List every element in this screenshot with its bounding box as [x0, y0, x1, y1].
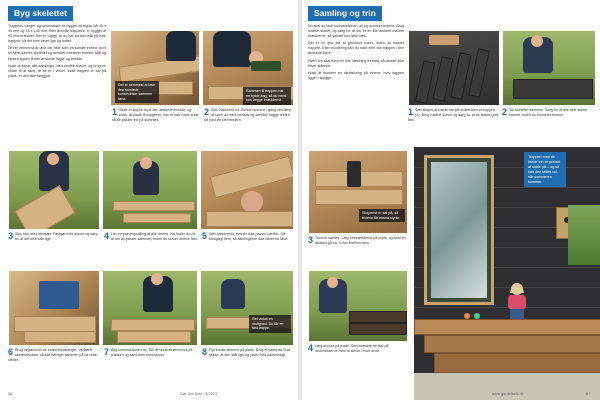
right-step-1-text: Sæt stolper af mørkt træ på undersiden af trappen (A). Brug rustfrie skruer og sørg for at de sidder godt fast. — [408, 108, 499, 122]
right-step-4-photo — [308, 270, 408, 342]
step-2-text: Skru hakkerne ud. Du kan komme i gang ved først at save ud med rundsav og derefter hugge resten ud med en stemmejern. — [204, 108, 292, 122]
step-8-caption — [202, 348, 294, 358]
right-intro-paragraph: Nu skal du lave konstruktionen ud og montere trinene. Brug rustfrie skruer, og sørg for at der er en lille afstand mellem brædderne, så vandet kan løbe væk. — [308, 24, 404, 39]
step-2-photo — [202, 30, 294, 106]
right-page — [302, 0, 600, 400]
step-4-text: Lav en prøveopstilling af alle delene. Nu finder du ud af om alt passer sammen, inden du skruer delene fast. — [111, 232, 198, 241]
right-step-3-caption — [308, 236, 408, 246]
left-intro-paragraph: Trappens vanger og understrøer er bygget af reglar på 45 x 95 mm og 45 x 145 mm. Den øverste trappetrin er bygget af 95 mm-brædder. Det er vigtigt, at du har korrekt mål på hele trappen, så det hele bliver lige og lodret. — [8, 24, 106, 44]
step-4-number: 4 — [104, 231, 110, 241]
right-footer-url: www.gordetselv.dk — [492, 392, 524, 396]
glass-door — [424, 155, 494, 305]
left-intro-paragraph: Husk at skrue alle samlinger med rustfrie skruer, og brug en vinkel til at sikre, at alt er i vinkel. Indtil trappen er sat på plads, er den ikke fastgjort. — [8, 63, 106, 78]
step-8-text: Flyt konstruktionen på plads. Brug et vaterpas til at tjekke, at den står lige og justér hvis nødvendigt. — [209, 348, 290, 357]
right-step-1-caption — [408, 108, 500, 122]
step-6-photo — [8, 270, 100, 346]
step-5-number: 5 — [202, 231, 208, 241]
right-section-title: Samling og trin — [308, 6, 382, 21]
right-step-3-number: 3 — [308, 235, 314, 245]
step-7-text: Byg konstruktionen op. Stil de understrøerne ud på pladsen og saml dem med skruer. — [111, 348, 193, 357]
step-1-number: 1 — [112, 107, 118, 117]
step-5-photo — [200, 150, 294, 230]
right-step-3-text: Trinene samles. Læg trinbrædderne på plads, og hold en afstand på ca. 5 mm imellem dem. — [315, 236, 406, 245]
left-page-number: 56 — [8, 392, 13, 396]
step-1-photo — [110, 30, 200, 106]
right-step-3-photo — [308, 150, 408, 234]
right-step-1-number: 1 — [408, 107, 414, 117]
step-7-photo — [102, 270, 198, 346]
step-2-callout: Rammen til trappen har en hylde bag, så du nemt kan lægge brædderne. — [243, 87, 291, 105]
step-8-number: 8 — [202, 347, 208, 357]
right-step-4-number: 4 — [308, 343, 314, 353]
step-3-caption — [8, 232, 100, 242]
step-4-caption — [104, 232, 198, 242]
step-4-photo — [102, 150, 198, 230]
left-section-title: Byg skelettet — [8, 6, 73, 21]
step-5-caption — [202, 232, 294, 242]
garden-edge — [568, 205, 600, 265]
bottom-step — [434, 353, 600, 373]
step-2-number: 2 — [204, 107, 210, 117]
right-step-3-callout: Stolperne er sat på, så trinene får ekstra styrke. — [359, 209, 405, 222]
step-1-text: Skær et stykke til på den ønskede bredde, og mark. af plads til vangerne. Lav et hak i hver ende, så de passer ind på skelettet. — [112, 108, 200, 122]
step-7-number: 7 — [104, 347, 110, 357]
right-intro-paragraph: Husk at montere en skridsikring på trinene, hvis trappen ligger i skygge. — [308, 70, 404, 80]
step-1-caption — [112, 108, 200, 122]
step-8-callout: Ret vinkel en mulighed. Du får en fast trappe. — [249, 315, 291, 333]
step-7-caption — [104, 348, 198, 358]
right-step-1-photo — [408, 30, 500, 106]
left-footer: Gør Det Selv · 5/2013 — [180, 392, 217, 396]
step-1-callout: Det er nemmest at lave den samlede konstruktion sammen først. — [115, 81, 159, 103]
right-step-2-number: 2 — [502, 107, 508, 117]
step-6-number: 6 — [8, 347, 14, 357]
right-page-number: 57 — [586, 392, 591, 396]
right-step-4-text: Læg trinene på plads. Skru brædderne fast på understrøerne med to skruer i hver ende. — [315, 344, 389, 353]
right-intro-paragraph: Hvert trin skal have en lille hældning fremad, så vandet ikke bliver stående. — [308, 58, 404, 68]
right-step-2-photo — [502, 30, 596, 106]
right-intro-paragraph: Det er en god idé at grundere træet, inden du samler trappen. Efter montering kan du male eller olie trappen i den ønskede farve. — [308, 41, 404, 56]
step-5-text: Sæt bæbrere til, hvis de ikke passer perfekt. Gå forsigtigt frem, så samlingerne ikke bliver for løse. — [209, 232, 289, 241]
left-page — [0, 0, 298, 400]
right-step-4-caption — [308, 344, 408, 354]
step-6-text: Brug bøjsaven til de sidste tilpasninger. Vedhæft skelettets dele, så alle hænger sammen på de rette steder. — [8, 348, 97, 362]
step-8-photo — [200, 270, 294, 346]
step-3-photo — [8, 150, 100, 230]
middle-step — [424, 335, 600, 353]
left-intro-paragraph: Det er nemmest at lave det hele som en samlet enhed, hvor du først samler skelettet og derefter monterer trinene. Mål og tilpas trappen til den ønskede højde og bredde. — [8, 46, 106, 61]
finished-steps-callout: Trappen med de brede trin er perfekt at sidde på – og så kan den stilles ud, når sommeren kommer. — [524, 152, 566, 187]
left-intro-text — [8, 24, 106, 81]
right-step-2-text: Stil skelettet sammen. Sørg for at alle dele sidder korrekt, inden du monterer trinene. — [509, 108, 588, 117]
step-6-caption — [8, 348, 100, 362]
step-3-text: Skru fast med stensæt. Fastgør med skruer og sørg for at det hele står lige. — [15, 232, 98, 241]
finished-steps-photo — [414, 147, 600, 400]
top-step — [414, 319, 600, 335]
child-on-steps — [506, 283, 528, 321]
step-3-number: 3 — [8, 231, 14, 241]
step-2-caption — [204, 108, 294, 122]
right-intro-text — [308, 24, 404, 83]
right-step-2-caption — [502, 108, 596, 118]
